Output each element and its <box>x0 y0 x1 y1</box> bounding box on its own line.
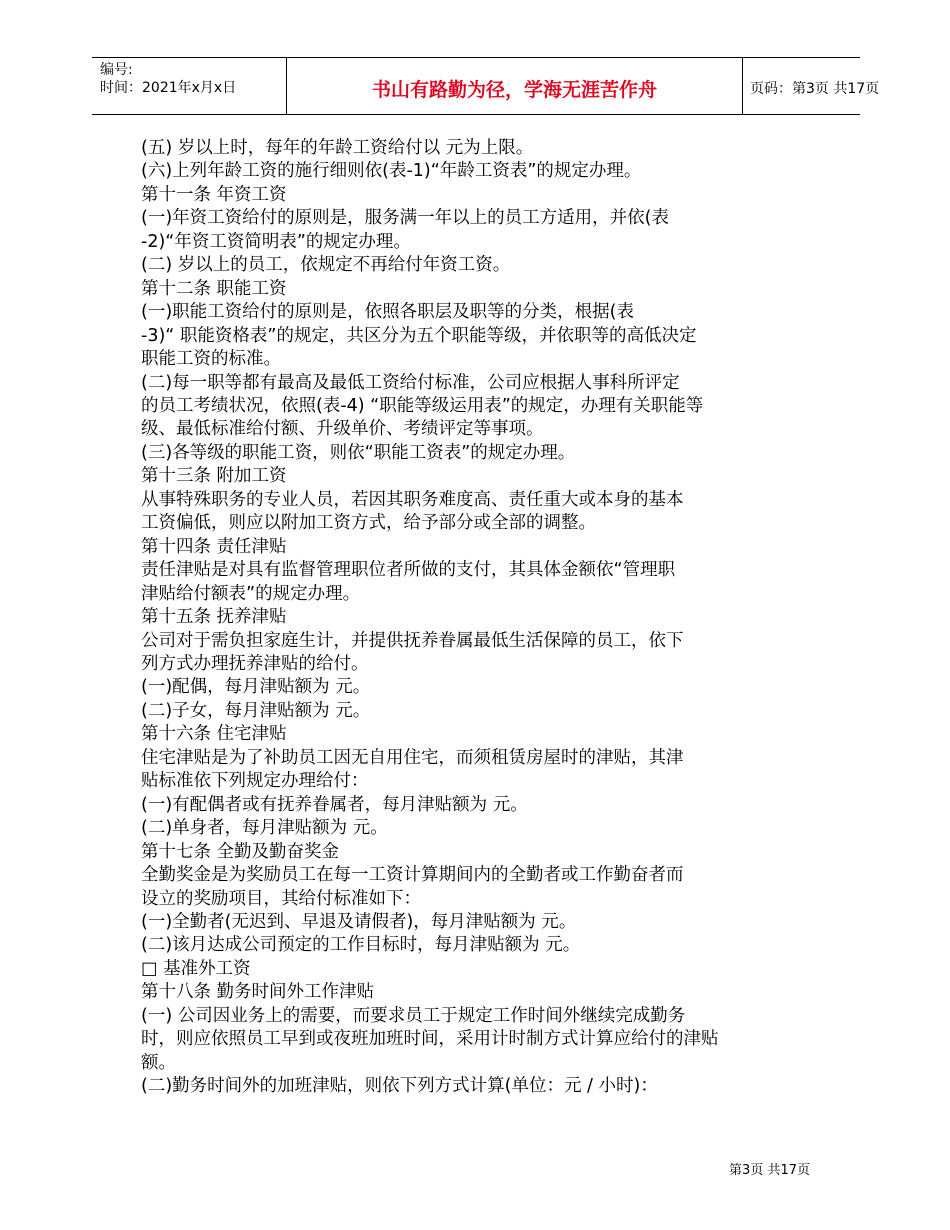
body-line: (六)上列年龄工资的施行细则依(表-1)“年龄工资表”的规定办理。 <box>141 161 642 182</box>
body-line: (二)该月达成公司预定的工作目标时，每月津贴额为 元。 <box>141 935 581 956</box>
body-line: (一)配偶，每月津贴额为 元。 <box>141 677 371 698</box>
body-line: (三)各等级的职能工资，则依“职能工资表”的规定办理。 <box>141 442 576 463</box>
body-line: 公司对于需负担家庭生计，并提供抚养眷属最低生活保障的员工，依下 <box>141 630 684 651</box>
body-line: 住宅津贴是为了补助员工因无自用住宅，而须租赁房屋时的津贴，其津 <box>141 747 684 768</box>
section-heading: 第十三条 附加工资 <box>141 466 287 487</box>
body-line: 额。 <box>141 1052 176 1073</box>
header-page-cell <box>742 58 880 114</box>
document-time-label: 时间：2021年x月x日 <box>100 80 237 96</box>
header-motto-cell <box>286 58 743 114</box>
section-heading: 第十二条 职能工资 <box>141 278 287 299</box>
document-header <box>92 57 880 115</box>
body-line: 级、最低标准给付额、升级单价、考绩评定等事项。 <box>141 419 544 440</box>
body-line: 津贴给付额表”的规定办理。 <box>141 583 361 604</box>
body-line: (二) 岁以上的员工，依规定不再给付年资工资。 <box>141 255 511 276</box>
body-line: (二)子女，每月津贴额为 元。 <box>141 700 371 721</box>
body-line: 贴标准依下列规定办理给付： <box>141 771 369 792</box>
motto-text: 书山有路勤为径，学海无涯苦作舟 <box>371 79 657 101</box>
body-line: (二)勤务时间外的加班津贴，则依下列方式计算(单位：元 / 小时)： <box>141 1076 658 1097</box>
body-line: 设立的奖励项目，其给付标准如下： <box>141 888 421 909</box>
body-line: 责任津贴是对具有监督管理职位者所做的支付，其具体金额依“管理职 <box>141 560 676 581</box>
body-line: -3)“ 职能资格表”的规定，共区分为五个职能等级，并依职等的高低决定 <box>141 325 697 346</box>
section-heading: 第十四条 责任津贴 <box>141 536 287 557</box>
body-line: -2)“年资工资简明表”的规定办理。 <box>141 231 411 252</box>
section-heading: 第十一条 年资工资 <box>141 184 287 205</box>
body-line: (一)有配偶者或有抚养眷属者，每月津贴额为 元。 <box>141 794 528 815</box>
body-line: (五) 岁以上时，每年的年龄工资给付以 元为上限。 <box>141 138 534 158</box>
section-heading: 第十八条 勤务时间外工作津贴 <box>141 982 375 1003</box>
body-line: 的员工考绩状况，依照(表-4) “职能等级运用表”的规定，办理有关职能等 <box>141 395 704 416</box>
body-line: 职能工资的标准。 <box>141 349 281 370</box>
document-body <box>141 137 831 1099</box>
body-line: (一)全勤者(无迟到、早退及请假者)，每月津贴额为 元。 <box>141 911 577 932</box>
section-heading: 第十六条 住宅津贴 <box>141 724 287 745</box>
section-heading: 第十五条 抚养津贴 <box>141 607 287 628</box>
body-line: (一)职能工资给付的原则是，依照各职层及职等的分类，根据(表 <box>141 302 634 323</box>
document-number-label: 编号: <box>100 62 133 78</box>
body-line: 从事特殊职务的专业人员，若因其职务难度高、责任重大或本身的基本 <box>141 489 684 510</box>
body-line: 全勤奖金是为奖励员工在每一工资计算期间内的全勤者或工作勤奋者而 <box>141 865 684 886</box>
body-line: (一)年资工资给付的原则是，服务满一年以上的员工方适用，并依(表 <box>141 208 669 229</box>
page-footer: 第3页 共17页 <box>729 1163 810 1178</box>
body-line: (二)每一职等都有最高及最低工资给付标准，公司应根据人事科所评定 <box>141 372 680 393</box>
section-heading: 第十七条 全勤及勤奋奖金 <box>141 841 340 862</box>
header-meta-cell <box>92 58 286 114</box>
body-line: 工资偏低，则应以附加工资方式，给予部分或全部的调整。 <box>141 513 596 534</box>
body-line: 时，则应依照员工早到或夜班加班时间，采用计时制方式计算应给付的津贴 <box>141 1029 719 1050</box>
body-line: 列方式办理抚养津贴的给付。 <box>141 653 369 674</box>
header-page-code: 页码：第3页 共17页 <box>750 81 880 97</box>
section-heading: □ 基准外工资 <box>141 958 251 979</box>
body-line: (二)单身者，每月津贴额为 元。 <box>141 818 388 839</box>
body-line: (一) 公司因业务上的需要，而要求员工于规定工作时间外继续完成勤务 <box>141 1005 686 1026</box>
